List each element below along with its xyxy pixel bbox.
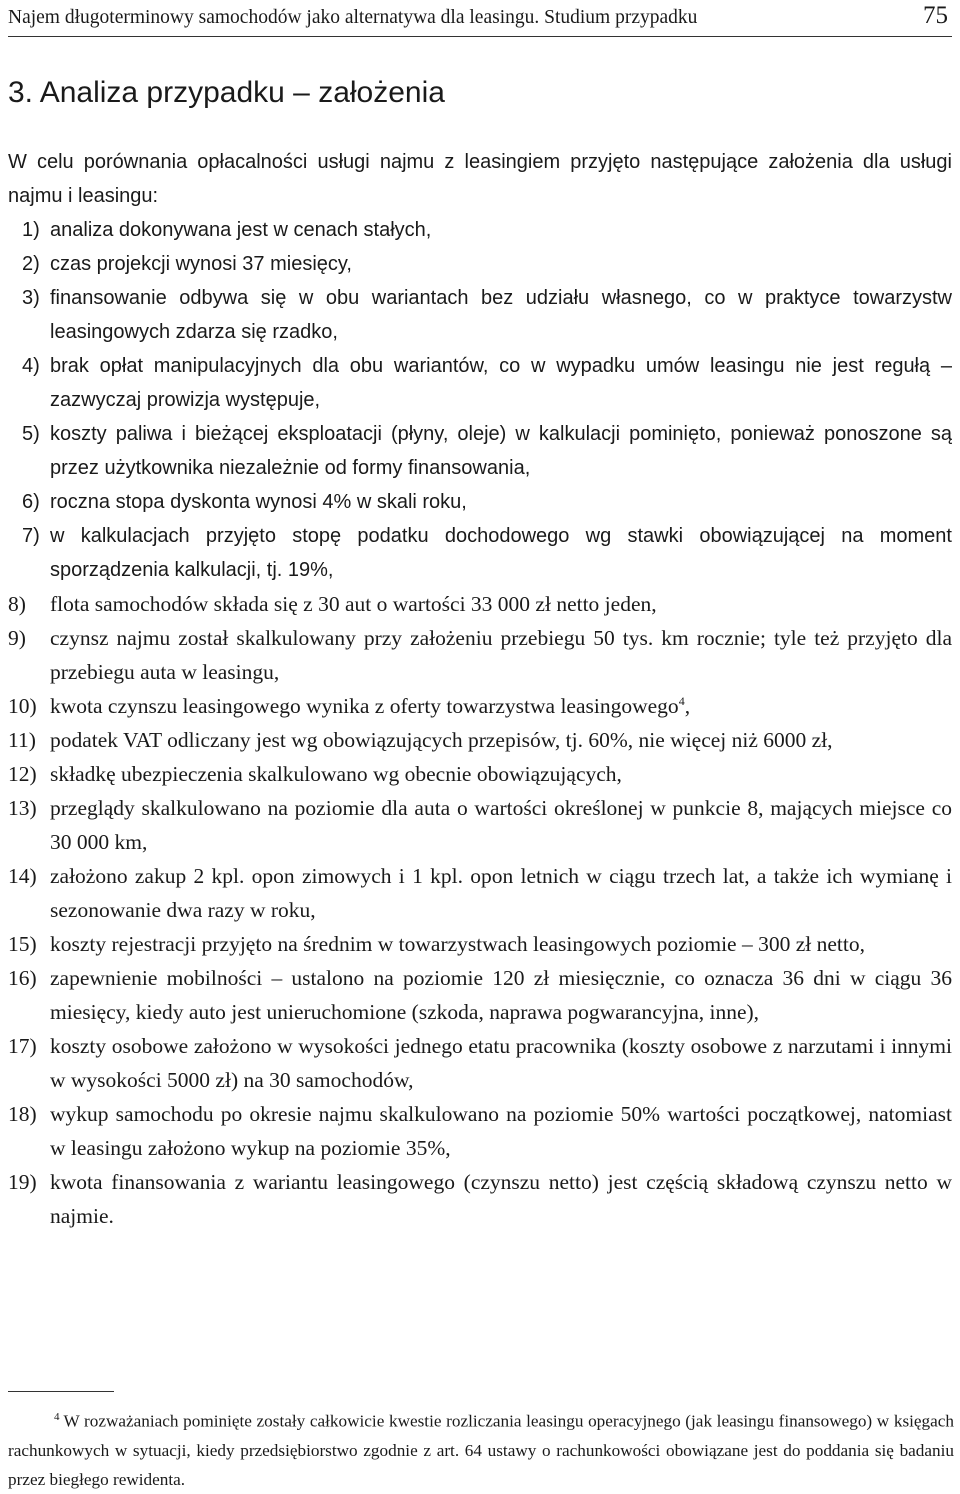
item-text: założono zakup 2 kpl. opon zimowych i 1 kpl. opon letnich w ciągu trzech lat, a także ich wymianę i sezonowanie dwa razy w roku, <box>50 864 952 922</box>
item-text: składkę ubezpieczenia skalkulowano wg obecnie obowiązujących, <box>50 762 622 786</box>
item-text: czas projekcji wynosi 37 miesięcy, <box>50 253 352 275</box>
page-number: 75 <box>923 2 948 29</box>
item-number: 17) <box>8 1034 37 1058</box>
list-item <box>8 247 952 281</box>
footnote-mark: 4 <box>54 1411 60 1423</box>
item-number: 13) <box>8 796 37 820</box>
list-item <box>8 859 952 927</box>
item-number: 8) <box>8 592 26 616</box>
list-item <box>8 519 952 587</box>
item-text: w kalkulacjach przyjęto stopę podatku dochodowego wg stawki obowiązującej na moment sporządzenia kalkulacji, tj. 19%, <box>50 525 952 581</box>
footnote <box>8 1403 954 1494</box>
item-text: przeglądy skalkulowano na poziomie dla auta o wartości określonej w punkcie 8, mających miejsce co 30 000 km, <box>50 796 952 854</box>
item-text: brak opłat manipulacyjnych dla obu wariantów, co w wypadku umów leasingu nie jest regułą – zazwyczaj prowizja występuje, <box>50 355 952 411</box>
list-item <box>8 961 952 1029</box>
item-text: zapewnienie mobilności – ustalono na poziomie 120 zł miesięcznie, co oznacza 36 dni w ciągu 36 miesięcy, kiedy auto jest unieruchomione (szkoda, naprawa pogwarancyjna, inne), <box>50 966 952 1024</box>
item-text: kwota czynszu leasingowego wynika z oferty towarzystwa leasingowego <box>50 694 679 718</box>
item-text: analiza dokonywana jest w cenach stałych, <box>50 219 432 241</box>
footnote-reference: 4 <box>678 693 685 708</box>
intro-paragraph: W celu porównania opłacalności usługi najmu z leasingiem przyjęto następujące założenia dla usługi najmu i leasingu: <box>8 151 952 207</box>
item-number: 18) <box>8 1102 37 1126</box>
list-item <box>8 757 952 791</box>
item-number: 12) <box>8 762 37 786</box>
footnote-text: W rozważaniach pominięte zostały całkowicie kwestie rozliczania leasingu operacyjnego (jak leasingu finansowego) w księgach rachunkowych w sytuacji, kiedy przedsiębiorstwo zgodnie z art. 64 ustawy o rachunkowości obowiązane jest do poddania się badaniu przez biegłego rewidenta. <box>8 1411 954 1489</box>
list-item <box>8 1029 952 1097</box>
list-item <box>8 723 952 757</box>
list-item <box>8 417 952 485</box>
footnote-divider <box>8 1391 114 1392</box>
item-text: wykup samochodu po okresie najmu skalkulowano na poziomie 50% wartości początkowej, natomiast w leasingu założono wykup na poziomie 35%, <box>50 1102 952 1160</box>
item-number: 7) <box>22 525 40 547</box>
section-title: 3. Analiza przypadku – założenia <box>8 76 445 109</box>
list-item <box>8 1165 952 1233</box>
item-number: 15) <box>8 932 37 956</box>
body-text <box>8 145 952 1233</box>
item-number: 5) <box>22 423 40 445</box>
list-item <box>8 621 952 689</box>
list-item <box>8 587 952 621</box>
item-text: finansowanie odbywa się w obu wariantach bez udziału własnego, co w praktyce towarzystw leasingowych zdarza się rzadko, <box>50 287 952 343</box>
item-number: 14) <box>8 864 37 888</box>
item-number: 4) <box>22 355 40 377</box>
item-text: koszty osobowe założono w wysokości jednego etatu pracownika (koszty osobowe z narzutami i innymi w wysokości 5000 zł) na 30 samochodów, <box>50 1034 952 1092</box>
item-text: koszty paliwa i bieżącej eksploatacji (płyny, oleje) w kalkulacji pominięto, ponieważ ponoszone są przez użytkownika niezależnie od formy finansowania, <box>50 423 952 479</box>
item-text-tail: , <box>684 694 691 718</box>
item-number: 9) <box>8 626 26 650</box>
list-item <box>8 689 952 723</box>
item-number: 6) <box>22 491 40 513</box>
list-item <box>8 791 952 859</box>
item-number: 19) <box>8 1170 37 1194</box>
item-text: koszty rejestracji przyjęto na średnim w towarzystwach leasingowych poziomie – 300 zł netto, <box>50 932 865 956</box>
list-item <box>8 485 952 519</box>
list-item <box>8 349 952 417</box>
list-item <box>8 213 952 247</box>
item-text: podatek VAT odliczany jest wg obowiązujących przepisów, tj. 60%, nie więcej niż 6000 zł, <box>50 728 833 752</box>
list-item <box>8 281 952 349</box>
item-text: roczna stopa dyskonta wynosi 4% w skali roku, <box>50 491 467 513</box>
list-item <box>8 927 952 961</box>
item-text: kwota finansowania z wariantu leasingowego (czynszu netto) jest częścią składową czynszu netto w najmie. <box>50 1170 952 1228</box>
item-number: 2) <box>22 253 40 275</box>
running-header <box>8 2 952 37</box>
assumptions-list <box>8 213 952 1233</box>
item-number: 11) <box>8 728 36 752</box>
item-number: 16) <box>8 966 37 990</box>
item-number: 10) <box>8 694 37 718</box>
item-text: czynsz najmu został skalkulowany przy założeniu przebiegu 50 tys. km rocznie; tyle też przyjęto dla przebiegu auta w leasingu, <box>50 626 952 684</box>
list-item <box>8 1097 952 1165</box>
item-text: flota samochodów składa się z 30 aut o wartości 33 000 zł netto jeden, <box>50 592 657 616</box>
item-number: 1) <box>22 219 40 241</box>
running-title: Najem długoterminowy samochodów jako alternatywa dla leasingu. Studium przypadku <box>8 7 698 28</box>
item-number: 3) <box>22 287 40 309</box>
